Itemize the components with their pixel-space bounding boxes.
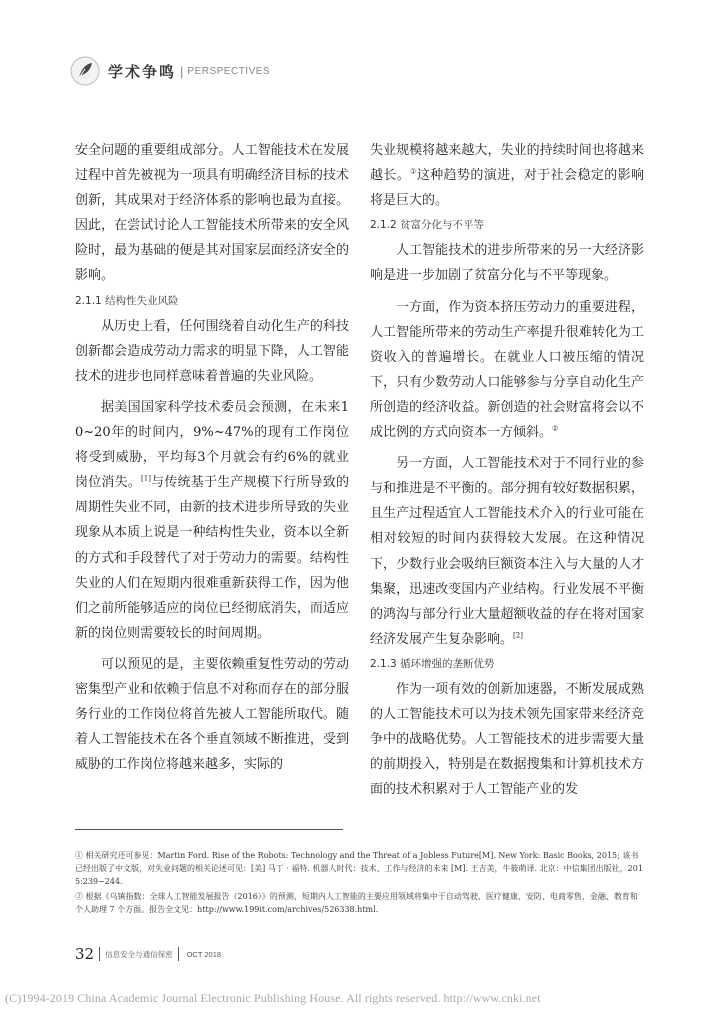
- paragraph: [370, 451, 644, 652]
- left-column: [75, 138, 349, 777]
- journal-name: 信息安全与通信保密: [105, 949, 173, 959]
- copyright-watermark: (C)1994-2019 China Academic Journal Electronic Publishing House. All rights reserved. http://www.cnki.net: [5, 991, 541, 1005]
- page-footer: [75, 945, 221, 963]
- section-subtitle: PERSPECTIVES: [187, 65, 271, 77]
- footnote-2: ② 根据《乌镇指数：全球人工智能发展报告（2016）》的预测，短期内人工智能的主要应用领域将集中于自动驾驶、医疗健康、安防、电商零售、金融、教育和个人助理 7 个方面。报告全文见：http://www.199it.com/archives/526338.html.: [75, 892, 638, 914]
- issue-date: OCT 2018: [186, 949, 222, 959]
- footnote-ref[interactable]: ②: [552, 424, 559, 433]
- subheading-2-1-2: 2.1.2 贫富分化与不平等: [370, 219, 485, 232]
- paragraph-text: 与传统基于生产规模下行所导致的周期性失业不同，由新的技术进步所导致的失业现象从本质上说是一种结构性失业，资本以全新的方式和手段替代了对于劳动力的需要。结构性失业的人们在短期内很难重新获得工作，因为他们之前所能够适应的岗位已经彻底消失，而适应新的岗位则需要较长的时间周期。: [75, 475, 349, 641]
- subheading-2-1-1: 2.1.1 结构性失业风险: [75, 294, 179, 307]
- paragraph-text: 失业规模将越来越大，失业的持续时间也将越来越长。: [370, 143, 644, 184]
- paragraph: [370, 295, 644, 446]
- paragraph: [370, 138, 644, 213]
- quill-logo-icon: [70, 56, 100, 86]
- paragraph: 从历史上看，任何围绕着自动化生产的科技创新都会造成劳动力需求的明显下降，人工智能技术的进步也同样意味着普遍的失业风险。: [75, 318, 349, 384]
- footnote-ref[interactable]: ①: [410, 167, 417, 176]
- paragraph: 人工智能技术的进步所带来的另一大经济影响是进一步加剧了贫富分化与不平等现象。: [370, 243, 644, 284]
- paragraph-text: 据美国国家科学技术委员会预测，在未来10~20年的时间内，9%~47%的现有工作岗位将受到威胁，平均每3个月就会有约6%的就业岗位消失。: [75, 399, 349, 491]
- footnote-1: ① 相关研究还可参见：Martin Ford. Rise of the Robots: Technology and the Threat of a Jobless Future[M]. New York: Basic Books, 2015; 该书已经出版了中文版，对失业问题的相关论述可见：[美] 马丁 · 福特. 机器人时代：技术、工作与经济的未来 [M]. 王吉美，牛筱萌译. 北京：中信集团出版社，2015:239~244.: [75, 851, 643, 886]
- page-number: 32: [75, 945, 95, 963]
- citation-ref[interactable]: [2]: [513, 631, 523, 640]
- paragraph: 作为一项有效的创新加速器，不断发展成熟的人工智能技术可以为技术领先国家带来经济竞争中的战略优势。人工智能技术的进步需要大量的前期投入，特别是在数据搜集和计算机技术方面的技术积累对于人工智能产业的发: [370, 681, 644, 798]
- section-title: 学术争鸣: [108, 62, 177, 81]
- paragraph-text: 这种趋势的演进，对于社会稳定的影响将是巨大的。: [370, 168, 644, 209]
- paragraph-text: 另一方面，人工智能技术对于不同行业的参与和推进是不平衡的。部分拥有较好数据积累，且生产过程适宜人工智能技术介入的行业可能在相对较短的时间内获得较大发展。在这种情况下，少数行业会吸纳巨额资本注入与大量的人才集聚，迅速改变国内产业结构。行业发展不平衡的鸿沟与部分行业大量超额收益的存在将对国家经济发展产生复杂影响。: [370, 456, 644, 647]
- paragraph: [75, 395, 349, 646]
- page-header: [70, 54, 270, 88]
- paragraph-text: 一方面，作为资本挤压劳动力的重要进程，人工智能所带来的劳动生产率提升很难转化为工资收入的普遍增长。在就业人口被压缩的情况下，只有少数劳动人口能够参与分享自动化生产所创造的经济收益。新创造的社会财富将会以不成比例的方式向资本一方倾斜。: [370, 299, 644, 441]
- citation-ref[interactable]: [1]: [141, 474, 151, 483]
- right-column: [370, 138, 644, 802]
- footer-divider: [99, 947, 100, 961]
- footnote-divider: [75, 829, 343, 830]
- paragraph: 安全问题的重要组成部分。人工智能技术在发展过程中首先被视为一项具有明确经济目标的技术创新，其成果对于经济体系的影响也最为直接。因此，在尝试讨论人工智能技术所带来的安全风险时，最为基础的便是其对国家层面经济安全的影响。: [75, 143, 349, 284]
- paragraph: 可以预见的是，主要依赖重复性劳动的劳动密集型产业和依赖于信息不对称而存在的部分服务行业的工作岗位将首先被人工智能所取代。随着人工智能技术在各个垂直领域不断推进，受到威胁的工作岗位将越来越多，实际的: [75, 656, 349, 773]
- footer-divider: [178, 947, 179, 961]
- footnotes: [75, 849, 644, 916]
- subheading-2-1-3: 2.1.3 循环增强的垄断优势: [370, 657, 495, 670]
- header-separator: |: [180, 63, 184, 79]
